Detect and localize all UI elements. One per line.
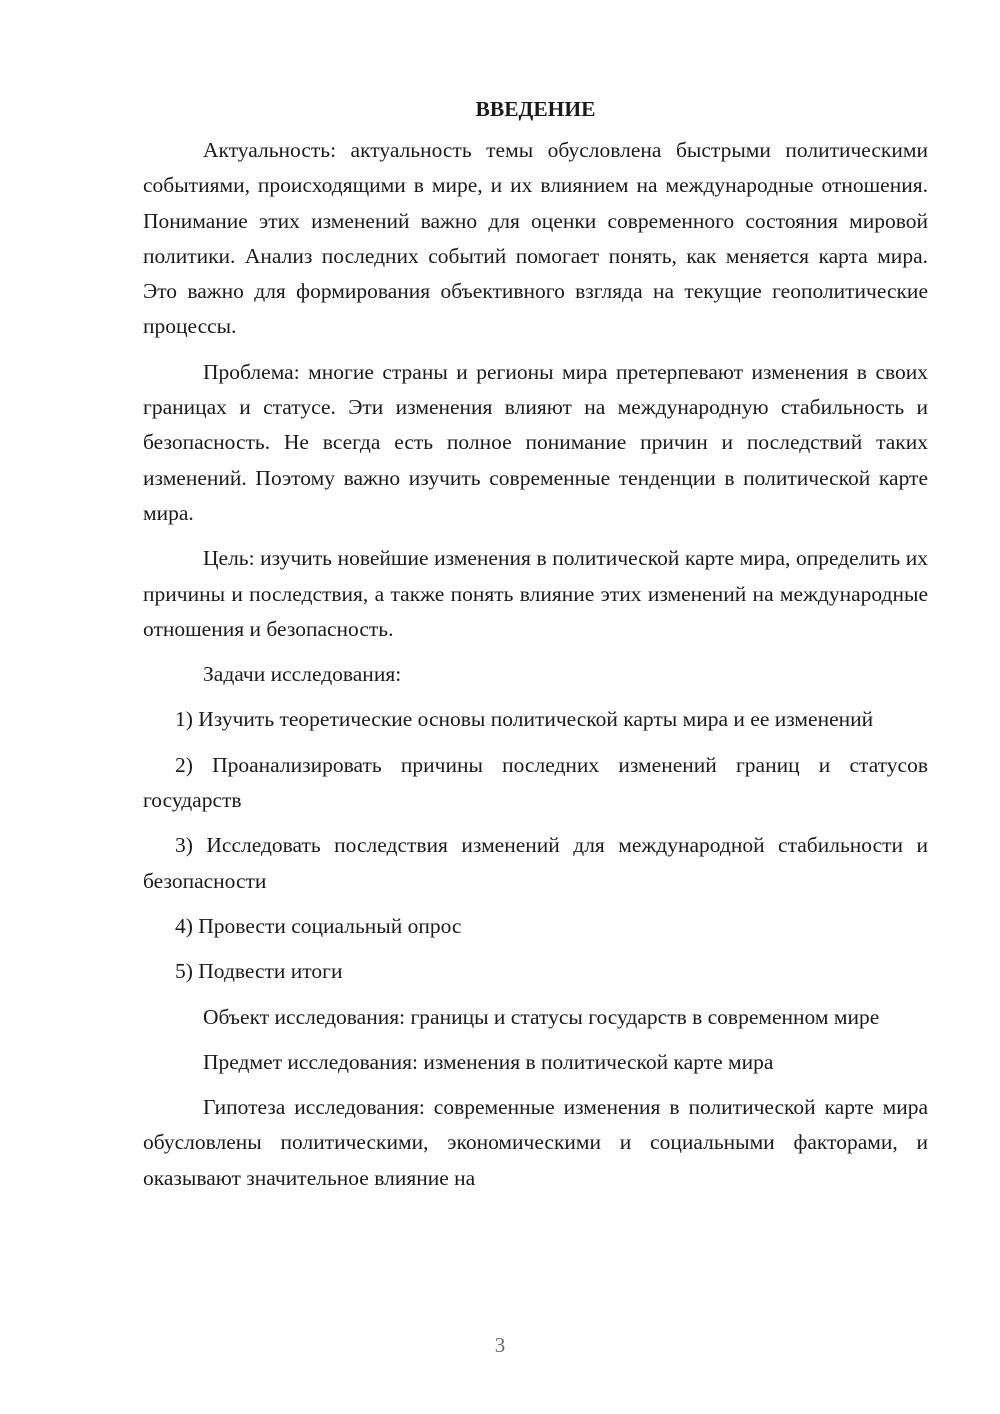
paragraph-object: Объект исследования: границы и статусы государств в современном мире	[203, 1004, 880, 1029]
paragraph-problem: Проблема: многие страны и регионы мира претерпевают изменения в своих границах и статусе. Эти изменения влияют на международную стабильность и безопасность. Не всегда есть полное понимание причин и последствий таких изменений. Поэтому важно изучить современные тенденции в политической карте мира.	[143, 359, 928, 525]
task-item-4: 4) Провести социальный опрос	[175, 913, 462, 938]
page-title: ВВЕДЕНИЕ	[475, 97, 596, 121]
task-item-1: 1) Изучить теоретические основы политической карты мира и ее изменений	[175, 707, 874, 732]
task-item-2: 2) Проанализировать причины последних изменений границ и статусов государств	[143, 752, 928, 813]
page-number: 3	[494, 1333, 506, 1357]
paragraph-goal: Цель: изучить новейшие изменения в политической карте мира, определить их причины и последствия, а также понять влияние этих изменений на международные отношения и безопасность.	[143, 546, 928, 641]
document-page	[143, 92, 928, 1206]
paragraph-relevance: Актуальность: актуальность темы обусловлена быстрыми политическими событиями, происходящими в мире, и их влиянием на международные отношения. Понимание этих изменений важно для оценки современного состояния мировой политики. Анализ последних событий помогает понять, как меняется карта мира. Это важно для формирования объективного взгляда на текущие геополитические процессы.	[143, 138, 928, 339]
task-item-5: 5) Подвести итоги	[175, 959, 343, 984]
paragraph-subject: Предмет исследования: изменения в политической карте мира	[203, 1049, 774, 1074]
task-item-3: 3) Исследовать последствия изменений для международной стабильности и безопасности	[143, 833, 928, 893]
paragraph-hypothesis: Гипотеза исследования: современные изменения в политической карте мира обусловлены политическими, экономическими и социальными факторами, и оказывают значительное влияние на	[143, 1095, 928, 1190]
paragraph-tasks-heading: Задачи исследования:	[203, 662, 402, 687]
